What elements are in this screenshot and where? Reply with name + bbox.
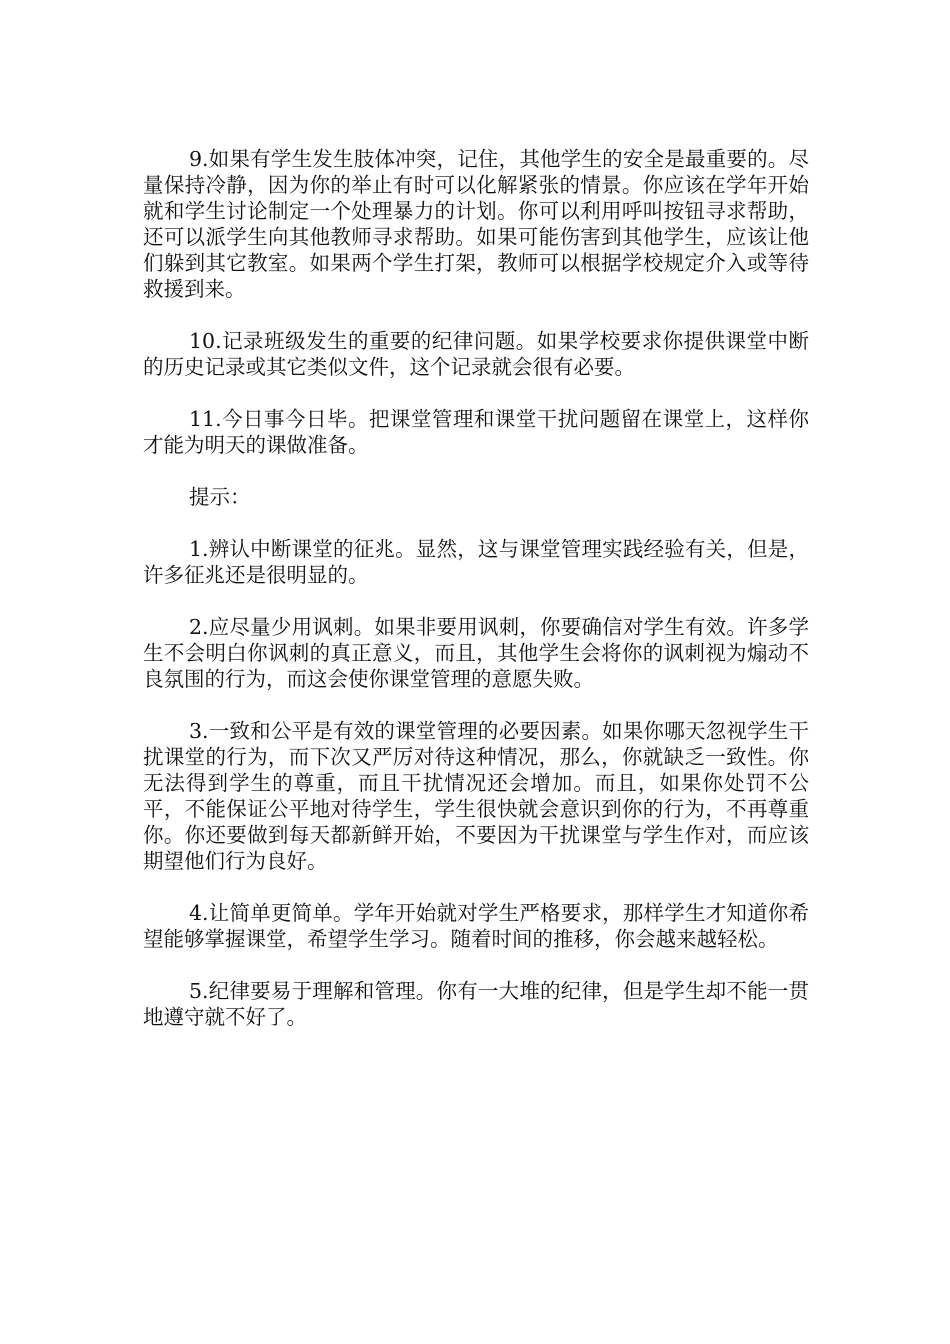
tip-item-4: 4.让简单更简单。学年开始就对学生严格要求，那样学生才知道你希望能够掌握课堂，希望学生学习。随着时间的推移，你会越来越轻松。 xyxy=(143,901,809,951)
tip-item-5: 5.纪律要易于理解和管理。你有一大堆的纪律，但是学生却不能一贯地遵守就不好了。 xyxy=(143,979,809,1029)
paragraph-item-10: 10.记录班级发生的重要的纪律问题。如果学校要求你提供课堂中断的历史记录或其它类似文件，这个记录就会很有必要。 xyxy=(143,329,809,379)
document-body xyxy=(143,146,809,1056)
tip-item-1: 1.辨认中断课堂的征兆。显然，这与课堂管理实践经验有关，但是，许多征兆还是很明显的。 xyxy=(143,537,809,587)
tip-item-2: 2.应尽量少用讽刺。如果非要用讽刺，你要确信对学生有效。许多学生不会明白你讽刺的真正意义，而且，其他学生会将你的讽刺视为煽动不良氛围的行为，而这会使你课堂管理的意愿失败。 xyxy=(143,615,809,691)
tips-heading: 提示： xyxy=(189,485,251,509)
tip-item-3: 3.一致和公平是有效的课堂管理的必要因素。如果你哪天忽视学生干扰课堂的行为，而下次又严厉对待这种情况，那么，你就缺乏一致性。你无法得到学生的尊重，而且干扰情况还会增加。而且，如果你处罚不公平，不能保证公平地对待学生，学生很快就会意识到你的行为，不再尊重你。你还要做到每天都新鲜开始，不要因为干扰课堂与学生作对，而应该期望他们行为良好。 xyxy=(143,719,809,873)
paragraph-item-9: 9.如果有学生发生肢体冲突，记住，其他学生的安全是最重要的。尽量保持冷静，因为你的举止有时可以化解紧张的情景。你应该在学年开始就和学生讨论制定一个处理暴力的计划。你可以利用呼叫按钮寻求帮助，还可以派学生向其他教师寻求帮助。如果可能伤害到其他学生，应该让他们躲到其它教室。如果两个学生打架，教师可以根据学校规定介入或等待救援到来。 xyxy=(143,147,809,301)
paragraph-item-11: 11.今日事今日毕。把课堂管理和课堂干扰问题留在课堂上，这样你才能为明天的课做准备。 xyxy=(143,407,809,457)
